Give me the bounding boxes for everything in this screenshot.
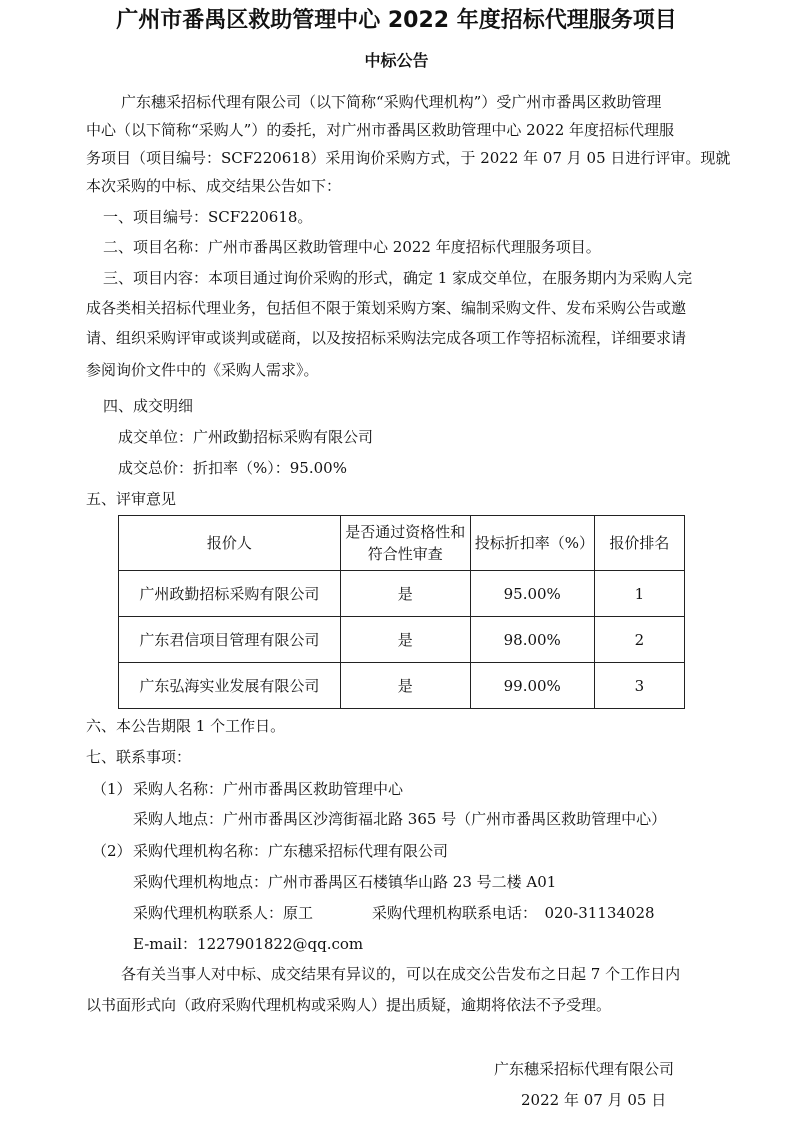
closing-line-2: 以书面形式向（政府采购代理机构或采购人）提出质疑，逾期将依法不予受理。: [86, 996, 612, 1014]
project-content-line-2: 成各类相关招标代理业务，包括但不限于策划采购方案、编制采购文件、发布采购公告或邀: [86, 299, 687, 317]
header-discount-rate: 投标折扣率（%）: [470, 516, 594, 571]
cell-qualification: 是: [340, 571, 470, 617]
table-header-row: [119, 516, 685, 571]
document-subtitle: 中标公告: [364, 51, 429, 70]
project-content-line-3: 请、组织采购评审或谈判或磋商，以及按招标采购法完成各项工作等招标流程，详细要求请: [86, 329, 687, 347]
cell-discount-rate: 98.00%: [470, 617, 594, 663]
closing-line-1: 各有关当事人对中标、成交结果有异议的，可以在成交公告发布之日起 7 个工作日内: [121, 965, 681, 983]
project-number: 一、项目编号：SCF220618。: [103, 208, 313, 226]
cell-discount-rate: 95.00%: [470, 571, 594, 617]
agency-name: 采购代理机构名称：广东穗采招标代理有限公司: [133, 842, 449, 860]
cell-rank: 1: [594, 571, 684, 617]
intro-line-3: 务项目（项目编号：SCF220618）采用询价采购方式，于 2022 年 07 月 05 日进行评审。现就: [86, 149, 731, 167]
project-name: 二、项目名称：广州市番禺区救助管理中心 2022 年度招标代理服务项目。: [103, 238, 601, 256]
project-content-line-1: 三、项目内容：本项目通过询价采购的形式，确定 1 家成交单位，在服务期内为采购人完: [103, 269, 693, 287]
buyer-name: 采购人名称：广州市番禺区救助管理中心: [133, 780, 404, 798]
intro-line-2: 中心（以下简称“采购人”）的委托，对广州市番禺区救助管理中心 2022 年度招标代理服: [86, 121, 675, 139]
review-table: [118, 515, 685, 709]
header-bidder: 报价人: [119, 516, 341, 571]
cell-rank: 2: [594, 617, 684, 663]
cell-qualification: 是: [340, 663, 470, 709]
deal-price: 成交总价：折扣率（%）：95.00%: [118, 459, 347, 477]
signature-date: 2022 年 07 月 05 日: [521, 1091, 667, 1109]
cell-bidder: 广东君信项目管理有限公司: [119, 617, 341, 663]
notice-period: 六、本公告期限 1 个工作日。: [86, 717, 286, 735]
agency-email: E-mail：1227901822@qq.com: [133, 935, 364, 953]
agency-contact-person: 采购代理机构联系人：原工: [133, 904, 314, 922]
agency-contact-phone: 采购代理机构联系电话： 020-31134028: [372, 904, 655, 922]
table-row: [119, 617, 685, 663]
agency-address: 采购代理机构地点：广州市番禺区石楼镇华山路 23 号二楼 A01: [133, 873, 557, 891]
table-row: [119, 663, 685, 709]
cell-bidder: 广东弘海实业发展有限公司: [119, 663, 341, 709]
cell-qualification: 是: [340, 617, 470, 663]
header-rank: 报价排名: [594, 516, 684, 571]
signature-company: 广东穗采招标代理有限公司: [494, 1060, 675, 1078]
header-qualification: 是否通过资格性和符合性审查: [340, 516, 470, 571]
buyer-number: （1）: [92, 780, 132, 798]
cell-discount-rate: 99.00%: [470, 663, 594, 709]
table-row: [119, 571, 685, 617]
buyer-address: 采购人地点：广州市番禺区沙湾街福北路 365 号（广州市番禺区救助管理中心）: [133, 810, 667, 828]
deal-unit: 成交单位：广州政勤招标采购有限公司: [118, 428, 374, 446]
project-content-line-4: 参阅询价文件中的《采购人需求》。: [86, 361, 319, 379]
document-title: 广州市番禺区救助管理中心 2022 年度招标代理服务项目: [116, 8, 677, 33]
cell-bidder: 广州政勤招标采购有限公司: [119, 571, 341, 617]
contact-heading: 七、联系事项：: [86, 748, 192, 766]
intro-line-1: 广东穗采招标代理有限公司（以下简称“采购代理机构”）受广州市番禺区救助管理: [121, 93, 662, 111]
deal-details-heading: 四、成交明细: [103, 397, 194, 415]
agency-number: （2）: [92, 842, 132, 860]
intro-line-4: 本次采购的中标、成交结果公告如下：: [86, 177, 342, 195]
review-heading: 五、评审意见: [86, 490, 177, 508]
cell-rank: 3: [594, 663, 684, 709]
